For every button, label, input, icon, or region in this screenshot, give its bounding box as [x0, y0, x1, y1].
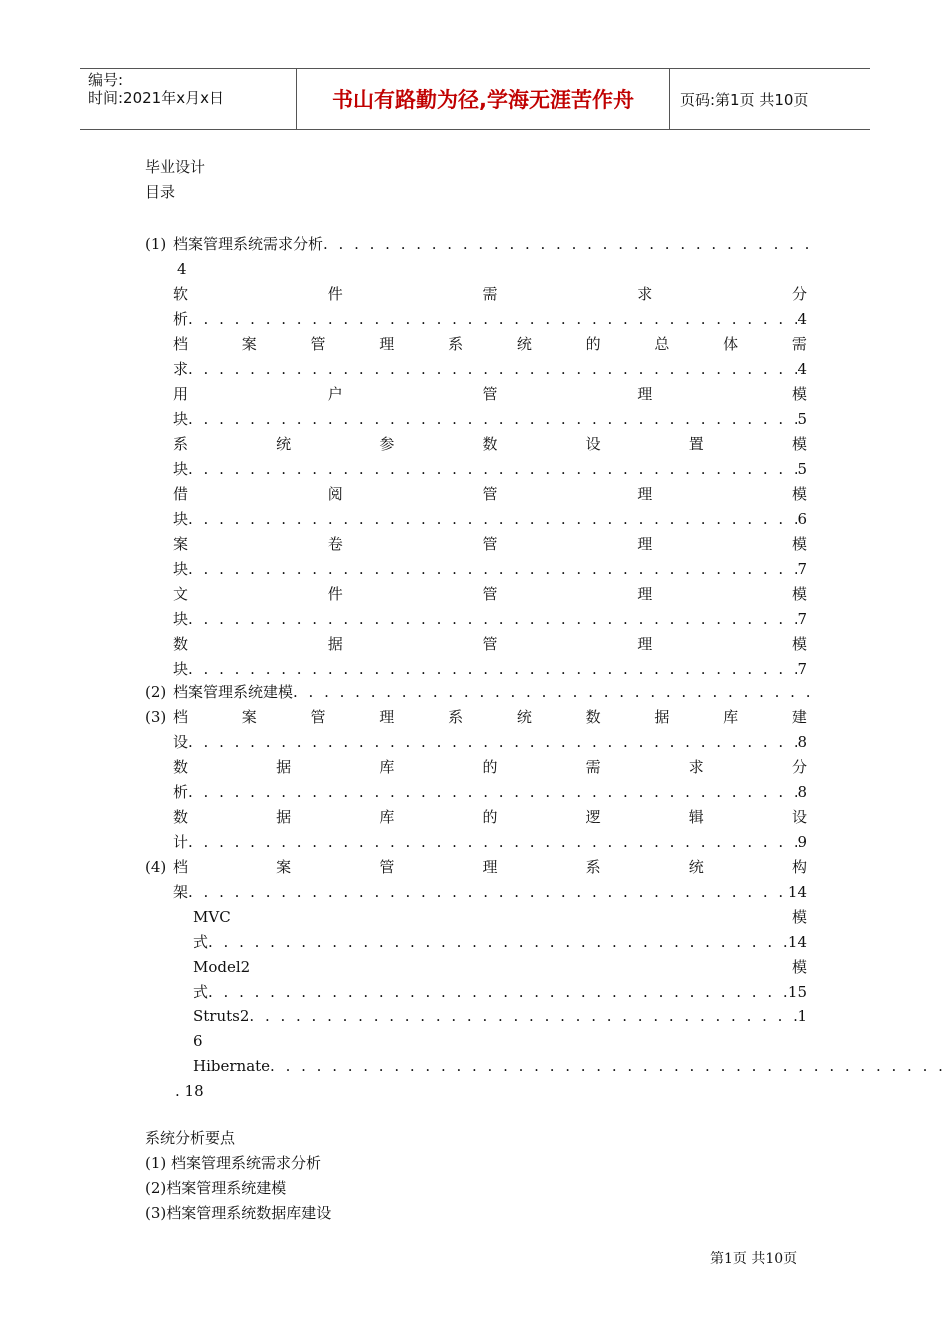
toc-char: 阅 — [327, 485, 343, 503]
toc-char: 模 — [791, 485, 807, 503]
toc-char: 模 — [791, 435, 807, 453]
toc-char: 数 — [173, 808, 189, 826]
toc-text: Hibernate — [193, 1057, 271, 1075]
dot-leader — [293, 680, 813, 705]
toc-char: Model2 — [193, 958, 251, 976]
toc-char: 理 — [379, 335, 395, 353]
dot-leader — [188, 880, 788, 905]
toc-text: 计 — [173, 833, 189, 851]
dot-leader — [188, 657, 797, 682]
toc-char: 统 — [516, 335, 532, 353]
toc-char: 管 — [482, 635, 498, 653]
toc-char: 体 — [723, 335, 739, 353]
toc-char: 置 — [688, 435, 704, 453]
toc-char: 模 — [791, 958, 807, 976]
toc-char: 理 — [637, 485, 653, 503]
toc-page: . 18 — [175, 1082, 204, 1100]
toc-char: 设 — [791, 808, 807, 826]
toc-number: (2) — [145, 683, 167, 701]
toc-char: 理 — [637, 635, 653, 653]
toc-number: (1) — [145, 235, 167, 253]
toc-char: 构 — [791, 858, 807, 876]
toc-char: 库 — [379, 808, 395, 826]
toc-char: 据 — [276, 808, 292, 826]
toc-char: 的 — [482, 808, 498, 826]
toc-char: 据 — [327, 635, 343, 653]
toc-char: 软 — [173, 285, 189, 303]
toc-char: 案 — [173, 535, 189, 553]
toc-text: 档案管理系统需求分析 — [173, 235, 324, 253]
toc-char: 系 — [585, 858, 601, 876]
toc-char: 管 — [379, 858, 395, 876]
toc-page: 7 — [797, 610, 807, 628]
toc-text: 式 — [193, 983, 209, 1001]
summary-title: 系统分析要点 — [145, 1129, 236, 1147]
toc-text: 块 — [173, 510, 189, 528]
toc-page: 7 — [797, 660, 807, 678]
toc-heading: 目录 — [145, 183, 176, 201]
toc-char: 户 — [327, 385, 343, 403]
toc-text: 设 — [173, 733, 189, 751]
toc-char: 模 — [791, 635, 807, 653]
toc-char: 案 — [276, 858, 292, 876]
page-header — [80, 68, 870, 130]
header-meta — [80, 69, 297, 129]
dot-leader — [188, 407, 797, 432]
toc-text: 式 — [193, 933, 209, 951]
toc-char: 的 — [482, 758, 498, 776]
toc-char: 案 — [241, 335, 257, 353]
toc-char: 辑 — [688, 808, 704, 826]
toc-char: 理 — [637, 385, 653, 403]
dot-leader — [188, 557, 797, 582]
toc-char: 数 — [173, 758, 189, 776]
dot-leader — [188, 780, 797, 805]
toc-page: 4 — [177, 260, 187, 278]
toc-char: 设 — [585, 435, 601, 453]
toc-text: 档案管理系统建模 — [173, 683, 294, 701]
time-label: 时间:2021年x月x日 — [88, 89, 224, 107]
toc-page: 4 — [797, 360, 807, 378]
toc-char: 管 — [482, 535, 498, 553]
toc-char: 统 — [516, 708, 532, 726]
toc-char: 理 — [482, 858, 498, 876]
toc-page: 9 — [797, 833, 807, 851]
dot-leader — [208, 980, 788, 1005]
toc-text: 块 — [173, 660, 189, 678]
summary-item-1: (1) 档案管理系统需求分析 — [145, 1154, 322, 1172]
toc-char: 总 — [654, 335, 670, 353]
toc-text: 块 — [173, 610, 189, 628]
toc-page: 14 — [787, 933, 807, 951]
toc-char: 借 — [173, 485, 189, 503]
toc-char: 逻 — [585, 808, 601, 826]
toc-char: 管 — [482, 585, 498, 603]
doc-title: 毕业设计 — [145, 158, 206, 176]
toc-text: 析 — [173, 783, 189, 801]
toc-char: 卷 — [327, 535, 343, 553]
toc-char: 用 — [173, 385, 189, 403]
header-motto: 书山有路勤为径,学海无涯苦作舟 — [297, 69, 670, 129]
toc-char: 理 — [637, 585, 653, 603]
toc-char: 分 — [791, 285, 807, 303]
toc-char: 系 — [448, 708, 464, 726]
toc-text: Struts2 — [193, 1007, 250, 1025]
toc-char: 模 — [791, 585, 807, 603]
toc-text: 块 — [173, 460, 189, 478]
toc-text: 架 — [173, 883, 189, 901]
toc-char: 需 — [482, 285, 498, 303]
toc-char: 库 — [379, 758, 395, 776]
dot-leader — [188, 830, 797, 855]
dot-leader — [188, 607, 797, 632]
toc-text: 析 — [173, 310, 189, 328]
toc-char: 参 — [379, 435, 395, 453]
toc-char: 求 — [688, 758, 704, 776]
toc-page: 7 — [797, 560, 807, 578]
summary-item-2: (2)档案管理系统建模 — [145, 1179, 287, 1197]
toc-char: 建 — [791, 708, 807, 726]
toc-char: 件 — [327, 285, 343, 303]
toc-char: 管 — [310, 335, 326, 353]
toc-page: 6 — [193, 1032, 203, 1050]
toc-text: 求 — [173, 360, 189, 378]
toc-page: 6 — [797, 510, 807, 528]
dot-leader — [188, 307, 797, 332]
toc-char: 件 — [327, 585, 343, 603]
dot-leader — [249, 1004, 797, 1029]
toc-char: 系 — [448, 335, 464, 353]
toc-char: 需 — [585, 758, 601, 776]
toc-char: 管 — [482, 385, 498, 403]
toc-char: 统 — [276, 435, 292, 453]
toc-char: 数 — [173, 635, 189, 653]
toc-text: 块 — [173, 560, 189, 578]
dot-leader — [188, 357, 797, 382]
toc-page: 4 — [797, 310, 807, 328]
toc-page: 15 — [787, 983, 807, 1001]
dot-leader — [188, 730, 797, 755]
toc-char: MVC — [193, 908, 231, 926]
toc-char: 系 — [173, 435, 189, 453]
toc-char: 案 — [241, 708, 257, 726]
toc-char: 数 — [482, 435, 498, 453]
toc-char: 文 — [173, 585, 189, 603]
toc-char: 的 — [585, 335, 601, 353]
toc-page: 14 — [787, 883, 807, 901]
toc-char: 据 — [654, 708, 670, 726]
toc-char: 模 — [791, 908, 807, 926]
toc-char: 模 — [791, 535, 807, 553]
page-footer: 第1页 共10页 — [710, 1251, 798, 1267]
toc-page: 8 — [797, 783, 807, 801]
toc-char: 管 — [310, 708, 326, 726]
toc-char: 求 — [637, 285, 653, 303]
toc-number: (4) — [145, 858, 167, 876]
serial-label: 编号: — [88, 71, 124, 89]
toc-char: 统 — [688, 858, 704, 876]
header-page-info: 页码:第1页 共10页 — [680, 90, 809, 109]
toc-page: 8 — [797, 733, 807, 751]
dot-leader — [188, 457, 797, 482]
toc-char: 管 — [482, 485, 498, 503]
dot-leader — [323, 232, 817, 257]
dot-leader — [208, 930, 788, 955]
toc-char: 模 — [791, 385, 807, 403]
dot-leader — [188, 507, 797, 532]
toc-char: 理 — [379, 708, 395, 726]
summary-item-3: (3)档案管理系统数据库建设 — [145, 1204, 332, 1222]
toc-char: 档 — [173, 708, 189, 726]
toc-char: 数 — [585, 708, 601, 726]
toc-char: 分 — [791, 758, 807, 776]
toc-page: 5 — [797, 410, 807, 428]
toc-number: (3) — [145, 708, 167, 726]
toc-char: 据 — [276, 758, 292, 776]
toc-char: 档 — [173, 335, 189, 353]
toc-char: 理 — [637, 535, 653, 553]
toc-page: 5 — [797, 460, 807, 478]
toc-char: 档 — [173, 858, 189, 876]
toc-text: 块 — [173, 410, 189, 428]
toc-char: 需 — [791, 335, 807, 353]
toc-char: 库 — [723, 708, 739, 726]
toc-page: 1 — [797, 1007, 807, 1025]
dot-leader — [270, 1054, 950, 1079]
